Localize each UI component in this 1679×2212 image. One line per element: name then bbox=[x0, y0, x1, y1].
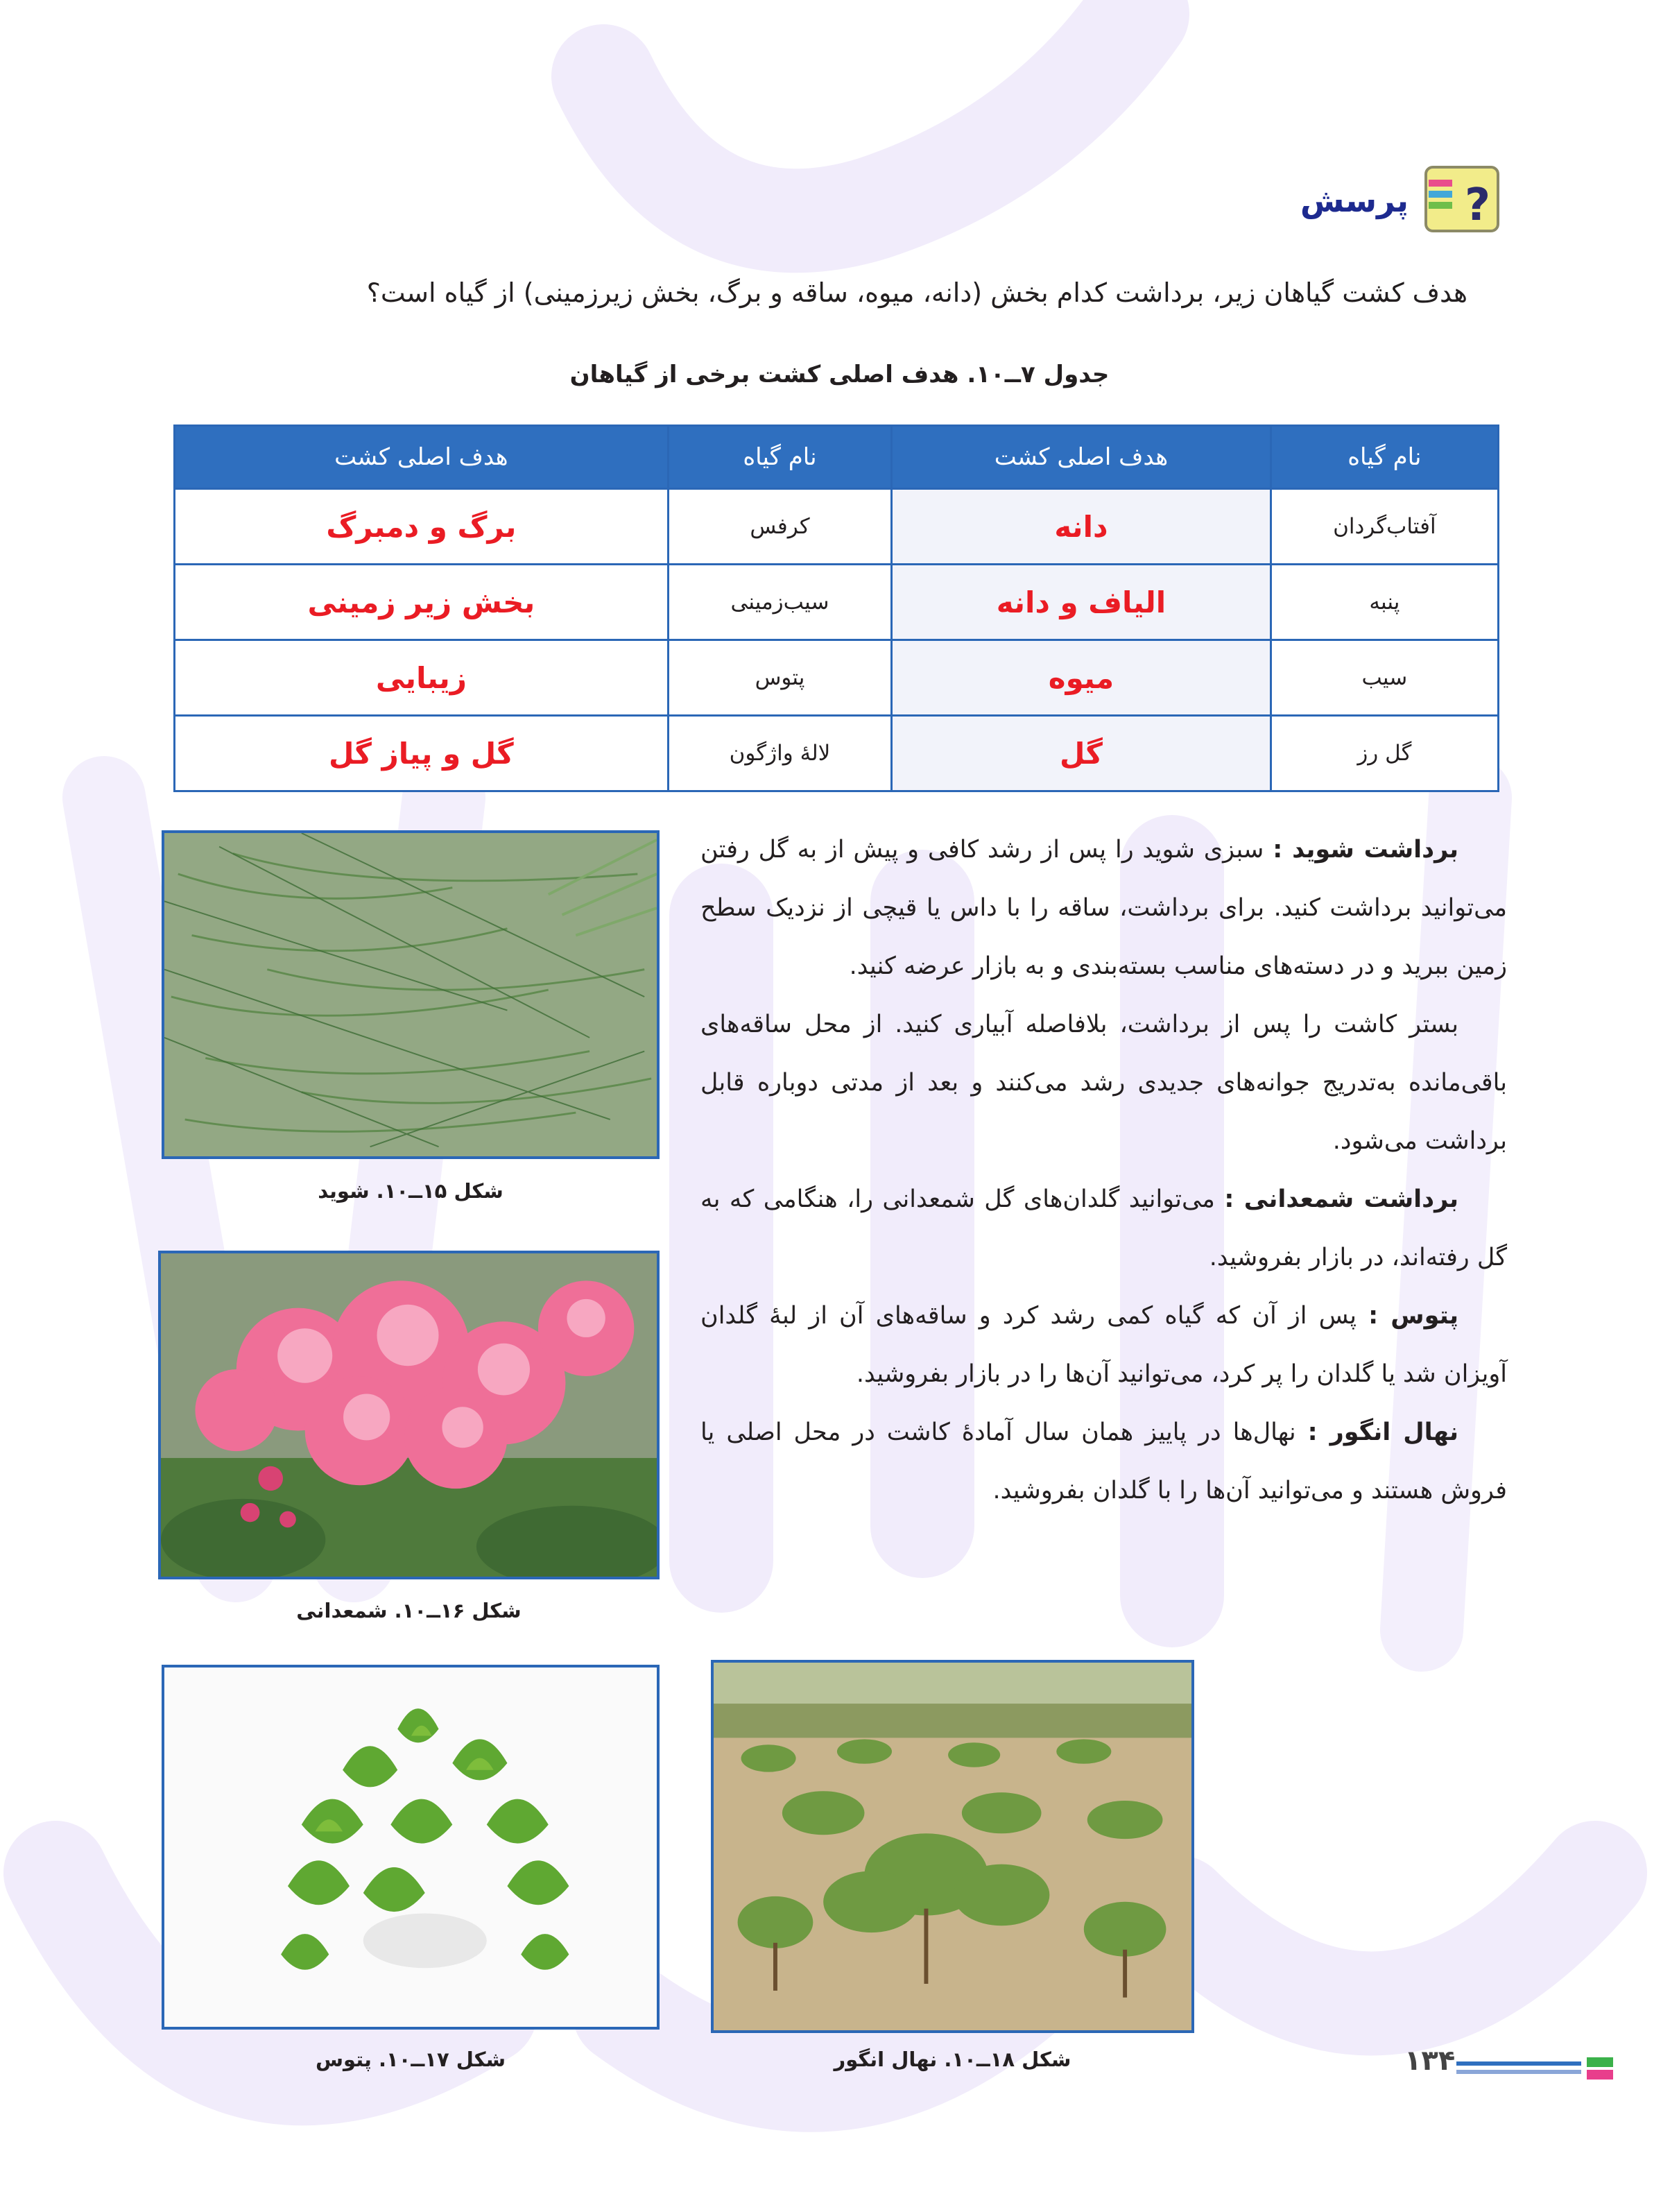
paragraph-grape-seedling bbox=[700, 1403, 1507, 1520]
answer-cell: دانه bbox=[892, 489, 1271, 565]
answer-cell: زیبایی bbox=[175, 640, 669, 716]
figure-caption-dill: شکل ۱۵ــ۱۰. شوید bbox=[318, 1179, 503, 1203]
geranium-photo bbox=[158, 1251, 660, 1579]
paragraph-text: می‌توانید گلدان‌های گل شمعدانی را، هنگامی که به گل رفته‌اند، در بازار بفروشید. bbox=[700, 1185, 1507, 1271]
answer-cell: برگ و دمبرگ bbox=[175, 489, 669, 565]
plant-name-cell: آفتاب‌گردان bbox=[1271, 489, 1498, 565]
paragraph-dill-harvest bbox=[700, 821, 1507, 995]
figure-caption-geranium: شکل ۱۶ــ۱۰. شمعدانی bbox=[296, 1599, 522, 1622]
paragraph-pothos bbox=[700, 1287, 1507, 1403]
answer-cell: گل و پیاز گل bbox=[175, 716, 669, 791]
table-caption: جدول ۷ــ۱۰. هدف اصلی کشت برخی از گیاهان bbox=[569, 361, 1110, 388]
paragraph-title: نهال انگور : bbox=[1307, 1418, 1458, 1446]
pothos-photo bbox=[162, 1665, 660, 2030]
plant-name-cell: سیب‌زمینی bbox=[668, 565, 891, 640]
page-number: ۱۳۴ bbox=[1404, 2045, 1456, 2077]
plant-name-cell: پنبه bbox=[1271, 565, 1498, 640]
question-text: هدف کشت گیاهان زیر، برداشت کدام بخش (دانه، میوه، ساقه و برگ، بخش زیرزمینی) از گیاه است؟ bbox=[366, 277, 1467, 308]
answer-cell: گل bbox=[892, 716, 1271, 791]
column-header: هدف اصلی کشت bbox=[892, 426, 1271, 489]
question-mark-icon bbox=[1422, 163, 1502, 235]
column-header: نام گیاه bbox=[668, 426, 891, 489]
table-row bbox=[175, 565, 1499, 640]
paragraph-dill-regrowth bbox=[700, 995, 1507, 1170]
figure-caption-pothos: شکل ۱۷ــ۱۰. پتوس bbox=[315, 2048, 506, 2071]
paragraph-geranium-harvest bbox=[700, 1170, 1507, 1287]
plant-goals-table bbox=[173, 425, 1499, 792]
dill-photo bbox=[162, 830, 660, 1159]
figure-caption-grape: شکل ۱۸ــ۱۰. نهال انگور bbox=[834, 2048, 1071, 2071]
table-row bbox=[175, 489, 1499, 565]
table-header-row bbox=[175, 426, 1499, 489]
paragraph-text: بستر کاشت را پس از برداشت، بلافاصله آبیاری کنید. از محل ساقه‌های باقی‌مانده به‌تدریج جوانه‌های جدیدی رشد می‌کنند و بعد از مدتی دوباره قابل برداشت می‌شود. bbox=[700, 1011, 1507, 1155]
grape-seedling-photo bbox=[711, 1660, 1194, 2033]
section-title: پرسش bbox=[1300, 182, 1409, 219]
plant-name-cell: سیب bbox=[1271, 640, 1498, 716]
paragraph-title: برداشت شمعدانی : bbox=[1224, 1185, 1458, 1213]
answer-cell: الیاف و دانه bbox=[892, 565, 1271, 640]
paragraph-text: نهال‌ها در پاییز همان سال آمادۀ کاشت در محل اصلی یا فروش هستند و می‌توانید آن‌ها را با گلدان بفروشید. bbox=[700, 1418, 1507, 1504]
paragraph-title: برداشت شوید : bbox=[1273, 836, 1459, 864]
plant-name-cell: پتوس bbox=[668, 640, 891, 716]
plant-name-cell: کرفس bbox=[668, 489, 891, 565]
plant-name-cell: گل رز bbox=[1271, 716, 1498, 791]
answer-cell: میوه bbox=[892, 640, 1271, 716]
svg-text:?: ? bbox=[1465, 180, 1491, 231]
column-header: هدف اصلی کشت bbox=[175, 426, 669, 489]
paragraph-text: پس از آن که گیاه کمی رشد کرد و ساقه‌های آن از لبۀ گلدان آویزان شد یا گلدان را پر کرد، می‌توانید آن‌ها را در بازار بفروشید. bbox=[700, 1302, 1507, 1388]
paragraph-text: سبزی شوید را پس از رشد کافی و پیش از به گل رفتن می‌توانید برداشت کنید. برای برداشت، ساقه را با داس یا قیچی از نزدیک سطح زمین ببرید و در دسته‌های مناسب بسته‌بندی و به بازار عرضه کنید. bbox=[700, 836, 1507, 980]
body-text bbox=[700, 821, 1507, 1520]
column-header: نام گیاه bbox=[1271, 426, 1498, 489]
table-row bbox=[175, 640, 1499, 716]
paragraph-title: پتوس : bbox=[1368, 1302, 1458, 1330]
table-row bbox=[175, 716, 1499, 791]
plant-name-cell: لالۀ واژگون bbox=[668, 716, 891, 791]
answer-cell: بخش زیر زمینی bbox=[175, 565, 669, 640]
